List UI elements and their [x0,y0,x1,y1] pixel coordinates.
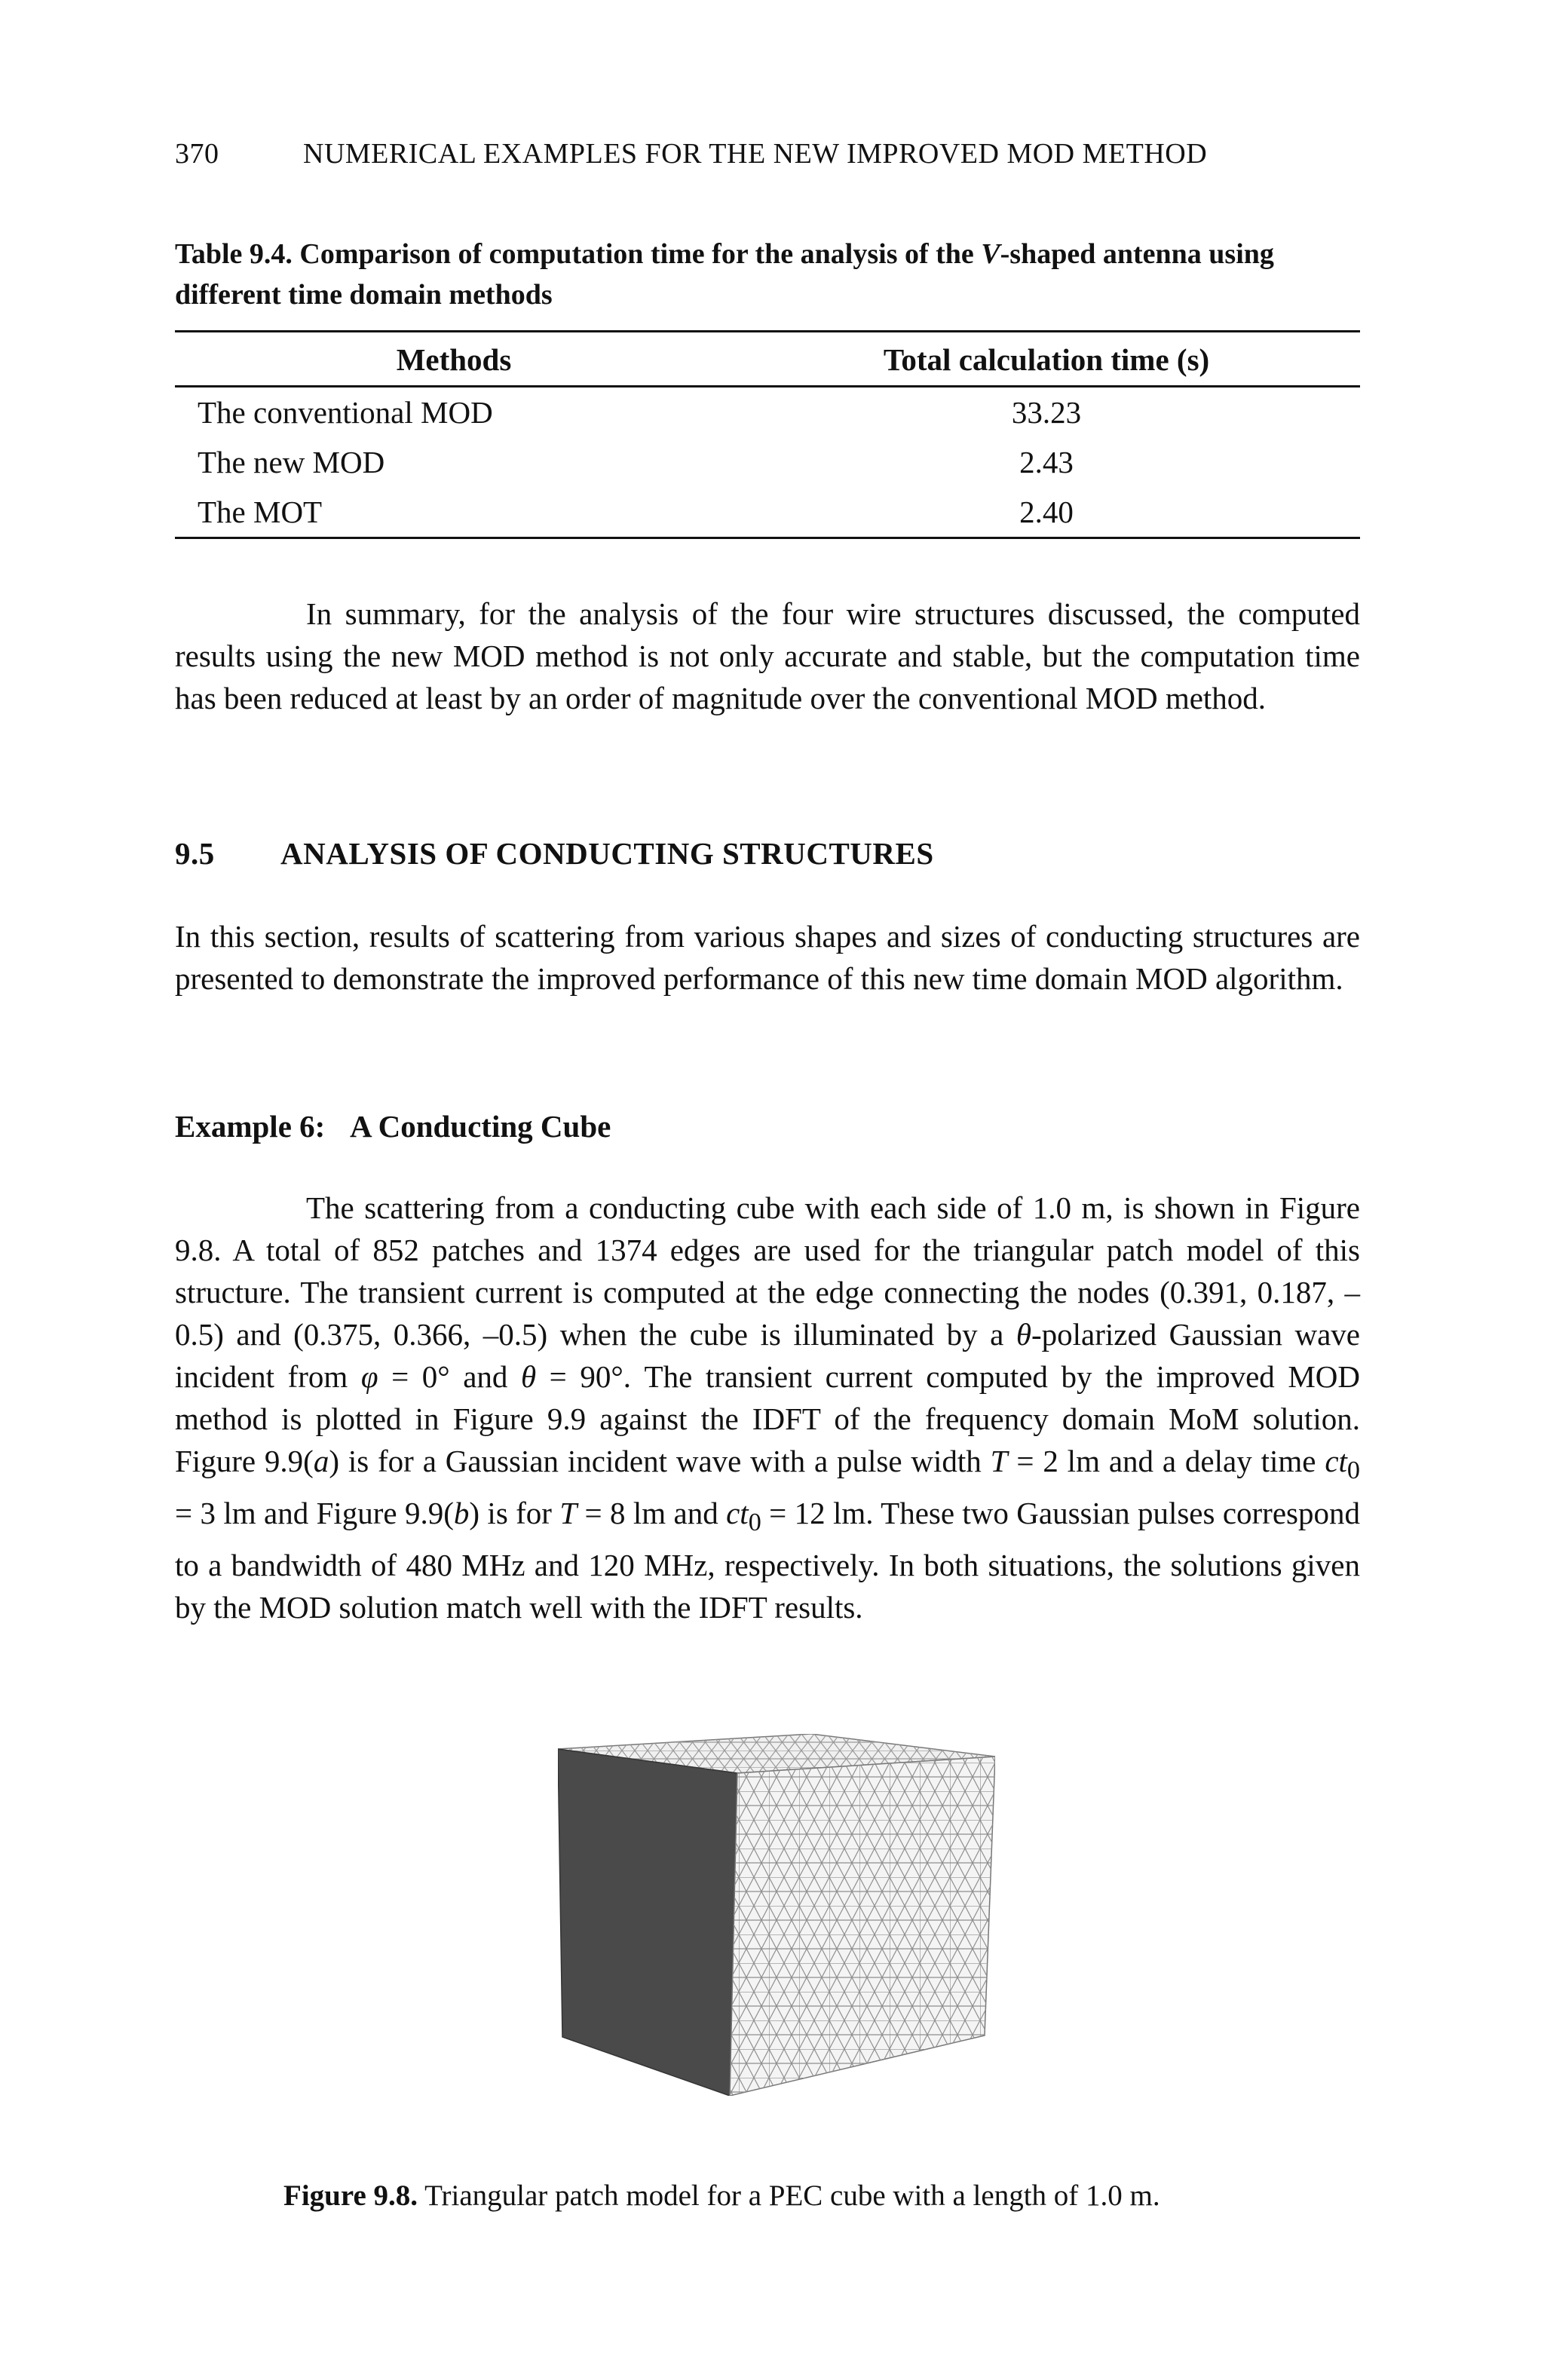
example-title: A Conducting Cube [350,1109,611,1144]
text-run: = 12 lm. These two Gaussian pulses correspond to a bandwidth of 480 MHz and 120 MHz, respectively. In both situations, the solutions given by the MOD solution match well with the IDFT results. [175,1496,1360,1625]
header-total-time: Total calculation time (s) [883,342,1210,377]
text-run: = 2 lm and a delay time [1007,1444,1325,1478]
table-caption [175,234,1366,315]
running-head [175,137,1207,170]
table-caption-italic: V [981,238,1000,270]
table-caption-text-1: Comparison of computation time for the analysis of the [299,238,974,270]
figure-caption-text: Triangular patch model for a PEC cube with a length of 1.0 m. [424,2179,1160,2212]
cube-side-face [558,1749,737,2096]
table-row [175,387,1360,438]
text-run: -polarized Gaussian wave incident from [175,1317,1360,1394]
cube-mesh-figure [558,1734,995,2096]
text-run: ) is for a Gaussian incident wave with a pulse width [329,1444,991,1478]
text-run: ) is for [469,1496,560,1531]
method-cell: The conventional MOD [198,395,493,430]
math-b: b [453,1496,470,1531]
figure-caption-label: Figure 9.8. [283,2179,418,2212]
math-T: T [559,1496,577,1531]
computation-time-table [175,330,1360,539]
method-cell: The MOT [198,495,323,529]
math-subscript: 0 [1346,1456,1360,1485]
example-label: Example 6: [175,1109,326,1144]
method-cell: The new MOD [198,445,385,479]
text-run: = 8 lm and [577,1496,727,1531]
math-theta: θ [1016,1317,1031,1352]
text-run: The scattering from a conducting cube with each side of 1.0 m, is shown in Figure 9.8. A total of 852 patches and 1374 edges are used for the triangular patch model of this structure. The transient current is computed at the edge connecting the nodes (0.391, 0.187, –0.5) and (0.375, 0.366, –0.5) when the cube is illuminated by a [175,1190,1360,1352]
table-header-row [175,332,1360,387]
figure-caption [283,2179,1339,2213]
header-methods: Methods [396,342,512,377]
math-subscript: 0 [748,1509,761,1537]
table-row [175,437,1360,487]
section-number: 9.5 [175,836,215,871]
time-cell: 2.40 [1019,495,1074,529]
math-ct: ct [726,1496,749,1531]
table-caption-text-2: -shaped antenna using different time domain methods [175,238,1274,311]
math-phi: φ [360,1359,378,1394]
summary-paragraph: In summary, for the analysis of the four wire structures discussed, the computed results using the new MOD method is not only accurate and stable, but the computation time has been reduced at least by an order of magnitude over the conventional MOD method. [175,596,1360,715]
section-paragraph: In this section, results of scattering from various shapes and sizes of conducting structures are presented to demonstrate the improved performance of this new time domain MOD algorithm. [175,919,1360,996]
example-paragraph [175,1187,1360,1628]
math-a: a [313,1444,329,1478]
section-title: ANALYSIS OF CONDUCTING STRUCTURES [280,836,934,871]
text-run: = 3 lm and Figure 9.9( [175,1496,454,1531]
text-run: = 0° and [378,1359,521,1394]
running-title: NUMERICAL EXAMPLES FOR THE NEW IMPROVED MOD METHOD [303,138,1208,170]
math-theta: θ [520,1359,537,1394]
example-heading [175,1108,611,1144]
section-heading [175,835,934,871]
time-cell: 2.43 [1019,445,1074,479]
time-cell: 33.23 [1011,395,1082,430]
table-row [175,487,1360,538]
math-T: T [990,1444,1008,1478]
math-ct: ct [1325,1444,1347,1478]
table-caption-label: Table 9.4. [175,238,293,270]
text-run: = 90°. The transient current computed by the improved MOD method is plotted in Figure 9.9 against the IDFT of the frequency domain MoM solution. Figure 9.9( [175,1359,1360,1478]
page-number: 370 [175,138,219,170]
